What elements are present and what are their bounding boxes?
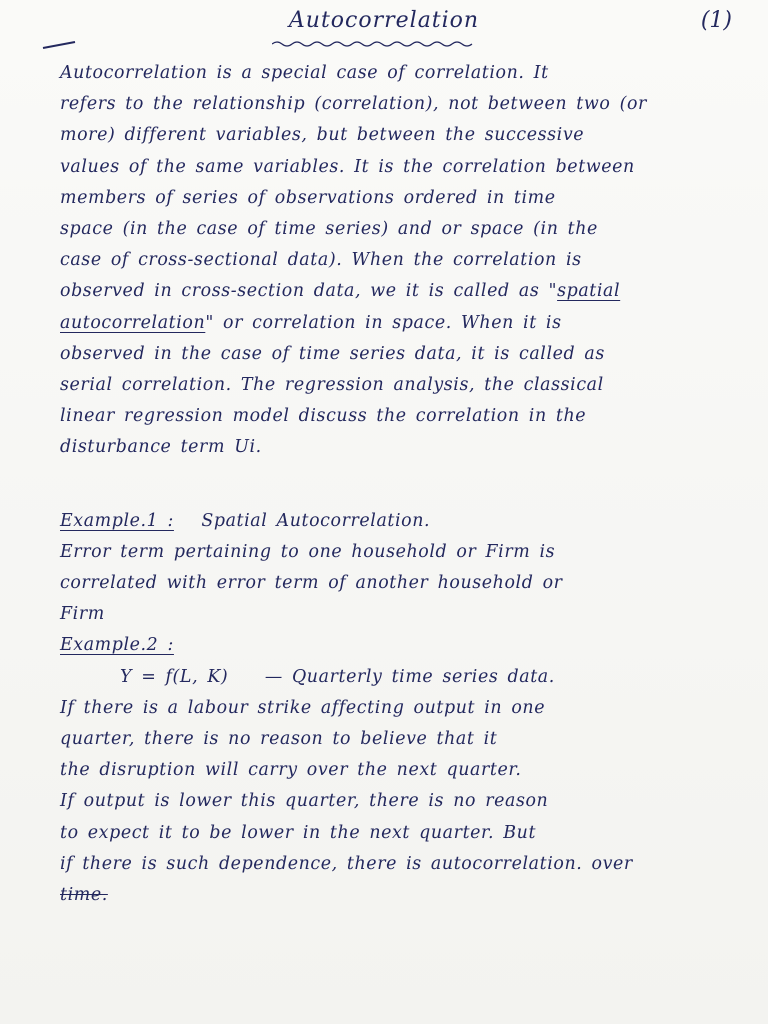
paragraph-line: disturbance term Ui. <box>60 437 262 458</box>
example-line: If there is a labour strike affecting output in one <box>60 697 546 718</box>
example-line: to expect it to be lower in the next quarter. But <box>60 822 537 843</box>
spacer <box>60 464 740 506</box>
example-1-heading: Example.1 : <box>60 510 174 531</box>
equation: Y = f(L, K) <box>120 666 229 687</box>
paragraph-line <box>60 308 740 339</box>
example-line: quarter, there is no reason to believe that it <box>60 729 498 750</box>
equation-note: — Quarterly time series data. <box>264 666 555 687</box>
paragraph-line: linear regression model discuss the correlation in the <box>60 406 587 427</box>
paragraph-line: case of cross-sectional data). When the correlation is <box>60 250 582 271</box>
underlined-term: autocorrelation <box>60 312 206 333</box>
paragraph-line: more) different variables, but between the successive <box>60 125 585 146</box>
paragraph-line: Autocorrelation is a special case of correlation. It <box>60 63 549 83</box>
example-line: Error term pertaining to one household or Firm is <box>60 541 556 562</box>
example-line: time. <box>60 885 108 906</box>
paragraph-line: space (in the case of time series) and or space (in the <box>60 219 598 240</box>
example-line: the disruption will carry over the next quarter. <box>60 760 522 781</box>
example-2-heading: Example.2 : <box>60 635 174 656</box>
example-1-title: Spatial Autocorrelation. <box>201 510 431 531</box>
example-line: Firm <box>60 604 105 625</box>
example-1-heading-line <box>60 506 740 537</box>
page-body <box>60 58 740 911</box>
underlined-term: spatial <box>557 281 621 302</box>
paragraph-line: observed in the case of time series data, it is called as <box>60 343 605 364</box>
paragraph-line: serial correlation. The regression analysis, the classical <box>60 375 604 396</box>
example-line: If output is lower this quarter, there is no reason <box>60 791 549 812</box>
title-underline <box>272 40 477 48</box>
example-line: if there is such dependence, there is autocorrelation. over <box>60 853 633 874</box>
paragraph-line: refers to the relationship (correlation), not between two (or <box>60 94 647 115</box>
example-2-heading-line <box>60 630 740 661</box>
paragraph-text: observed in cross-section data, we it is called as " <box>60 281 558 302</box>
paragraph-line: members of series of observations ordered in time <box>60 187 556 208</box>
paragraph-text: " or correlation in space. When it is <box>205 312 562 333</box>
page-number: (1) <box>700 8 732 33</box>
page-title: Autocorrelation <box>288 8 480 33</box>
margin-dash <box>42 40 76 50</box>
paragraph-line: values of the same variables. It is the correlation between <box>60 156 635 177</box>
example-line: correlated with error term of another household or <box>60 573 563 594</box>
paragraph-line <box>60 276 740 307</box>
equation-line <box>60 662 740 693</box>
